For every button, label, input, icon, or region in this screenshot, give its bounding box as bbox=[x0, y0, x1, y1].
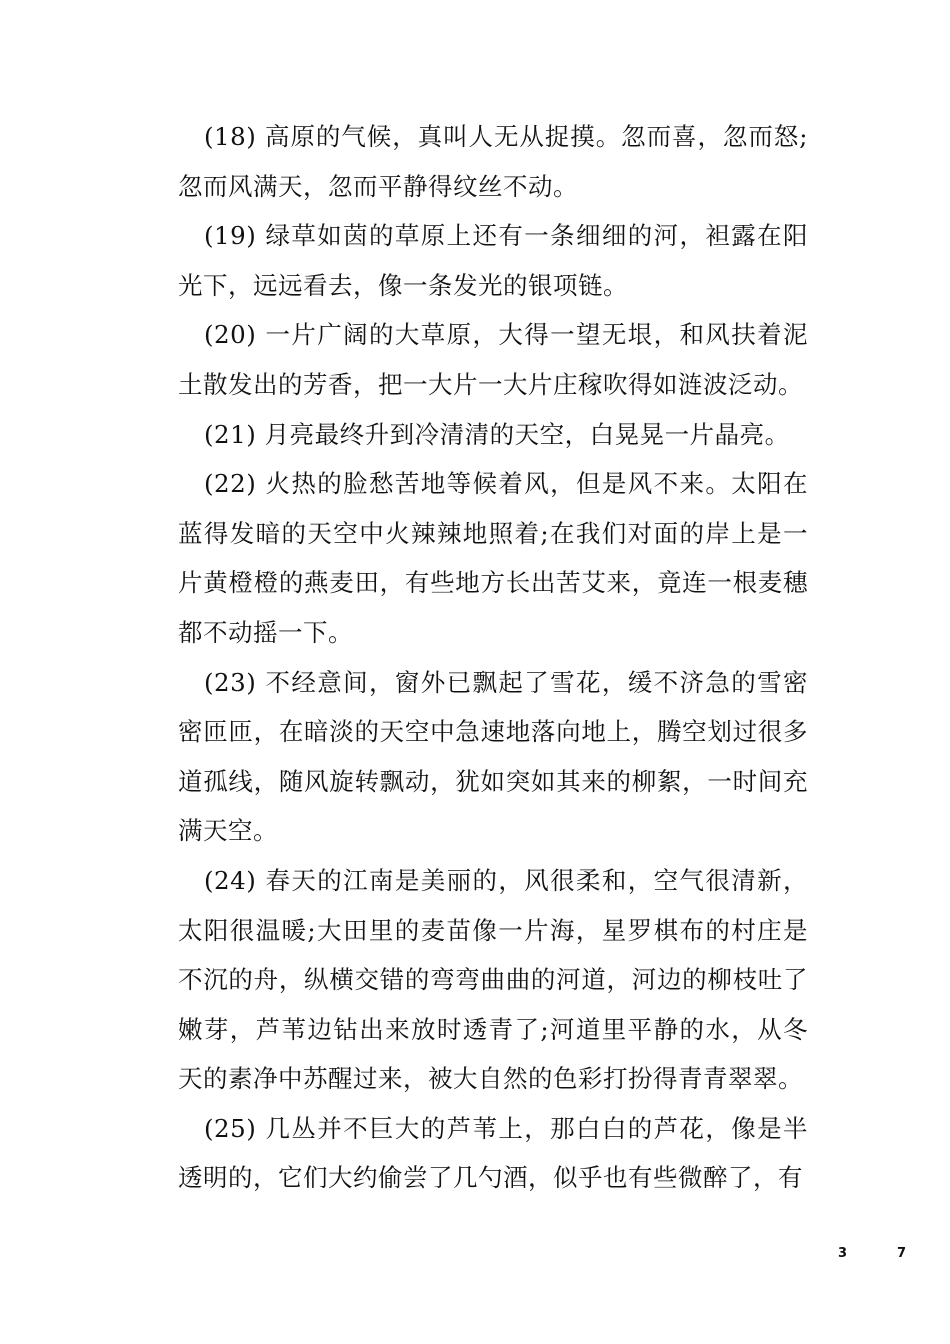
paragraph-24: (24) 春天的江南是美丽的，风很柔和，空气很清新，太阳很温暖;大田里的麦苗像一片海，星罗棋布的村庄是不沉的舟，纵横交错的弯弯曲曲的河道，河边的柳枝吐了嫩芽，芦苇边钻出来放时透青了;河道里平静的水，从冬天的素净中苏醒过来，被大自然的色彩打扮得青青翠翠。 bbox=[178, 865, 808, 1094]
paragraph-18: (18) 高原的气候，真叫人无从捉摸。忽而喜，忽而怒;忽而风满天，忽而平静得纹丝不动。 bbox=[178, 122, 808, 201]
document-body bbox=[178, 112, 808, 1203]
page-number-total: 7 bbox=[897, 1246, 907, 1261]
paragraph-21: (21) 月亮最终升到冷清清的天空，白晃晃一片晶亮。 bbox=[204, 419, 790, 449]
page-number-current: 3 bbox=[838, 1246, 848, 1261]
paragraph-25: (25) 几丛并不巨大的芦苇上，那白白的芦花，像是半透明的，它们大约偷尝了几勺酒，似乎也有些微醉了，有 bbox=[178, 1113, 808, 1193]
paragraph-23: (23) 不经意间，窗外已飘起了雪花，缓不济急的雪密密匝匝，在暗淡的天空中急速地落向地上，腾空划过很多道孤线，随风旋转飘动，犹如突如其来的柳絮，一时间充满天空。 bbox=[178, 667, 808, 846]
paragraph-20: (20) 一片广阔的大草原，大得一望无垠，和风扶着泥土散发出的芳香，把一大片一大片庄稼吹得如涟波泛动。 bbox=[178, 320, 808, 399]
paragraph-22: (22) 火热的脸愁苦地等候着风，但是风不来。太阳在蓝得发暗的天空中火辣辣地照着;在我们对面的岸上是一片黄橙橙的燕麦田，有些地方长出苦艾来，竟连一根麦穗都不动摇一下。 bbox=[178, 469, 808, 647]
paragraph-19: (19) 绿草如茵的草原上还有一条细细的河，袒露在阳光下，远远看去，像一条发光的银项链。 bbox=[178, 221, 808, 300]
